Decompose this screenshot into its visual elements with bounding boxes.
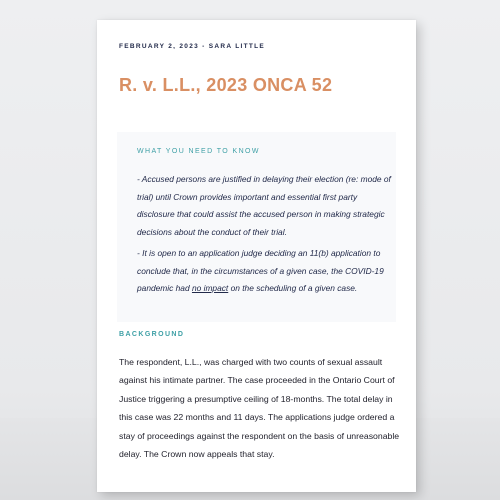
article-title: R. v. L.L., 2023 ONCA 52 bbox=[119, 75, 333, 95]
background-text: The respondent, L.L., was charged with two counts of sexual assault against his intimate partner. The case proceeded in the Ontario Court of Justice triggering a presumptive ceiling of 18-months. The total delay in this case was 22 months and 11 days. The applications judge ordered a stay of proceedings against the respondent on the basis of unreasonable delay. The Crown now appeals that stay. bbox=[119, 357, 400, 460]
document-page bbox=[97, 20, 416, 492]
summary-paragraph-2-tail: on the scheduling of a given case. bbox=[228, 283, 358, 293]
summary-paragraph-2-lead: - It is open to an application judge deciding an 11(b) application to conclude that, in the circumstances of a given case, the COVID-19 pandemic had bbox=[137, 248, 384, 293]
summary-emphasis: no impact bbox=[191, 283, 229, 293]
summary-paragraph-1: - Accused persons are justified in delaying their election (re: mode of trial) until Crown provides important and essential first party disclosure that could assist the accused person in making strategic decisions about the conduct of their trial. bbox=[137, 174, 391, 237]
background-heading: BACKGROUND bbox=[119, 331, 185, 338]
summary-box bbox=[117, 132, 396, 322]
article-meta: FEBRUARY 2, 2023 - SARA LITTLE bbox=[119, 43, 266, 50]
summary-heading: WHAT YOU NEED TO KNOW bbox=[137, 148, 260, 155]
summary-paragraph-2 bbox=[137, 245, 391, 298]
